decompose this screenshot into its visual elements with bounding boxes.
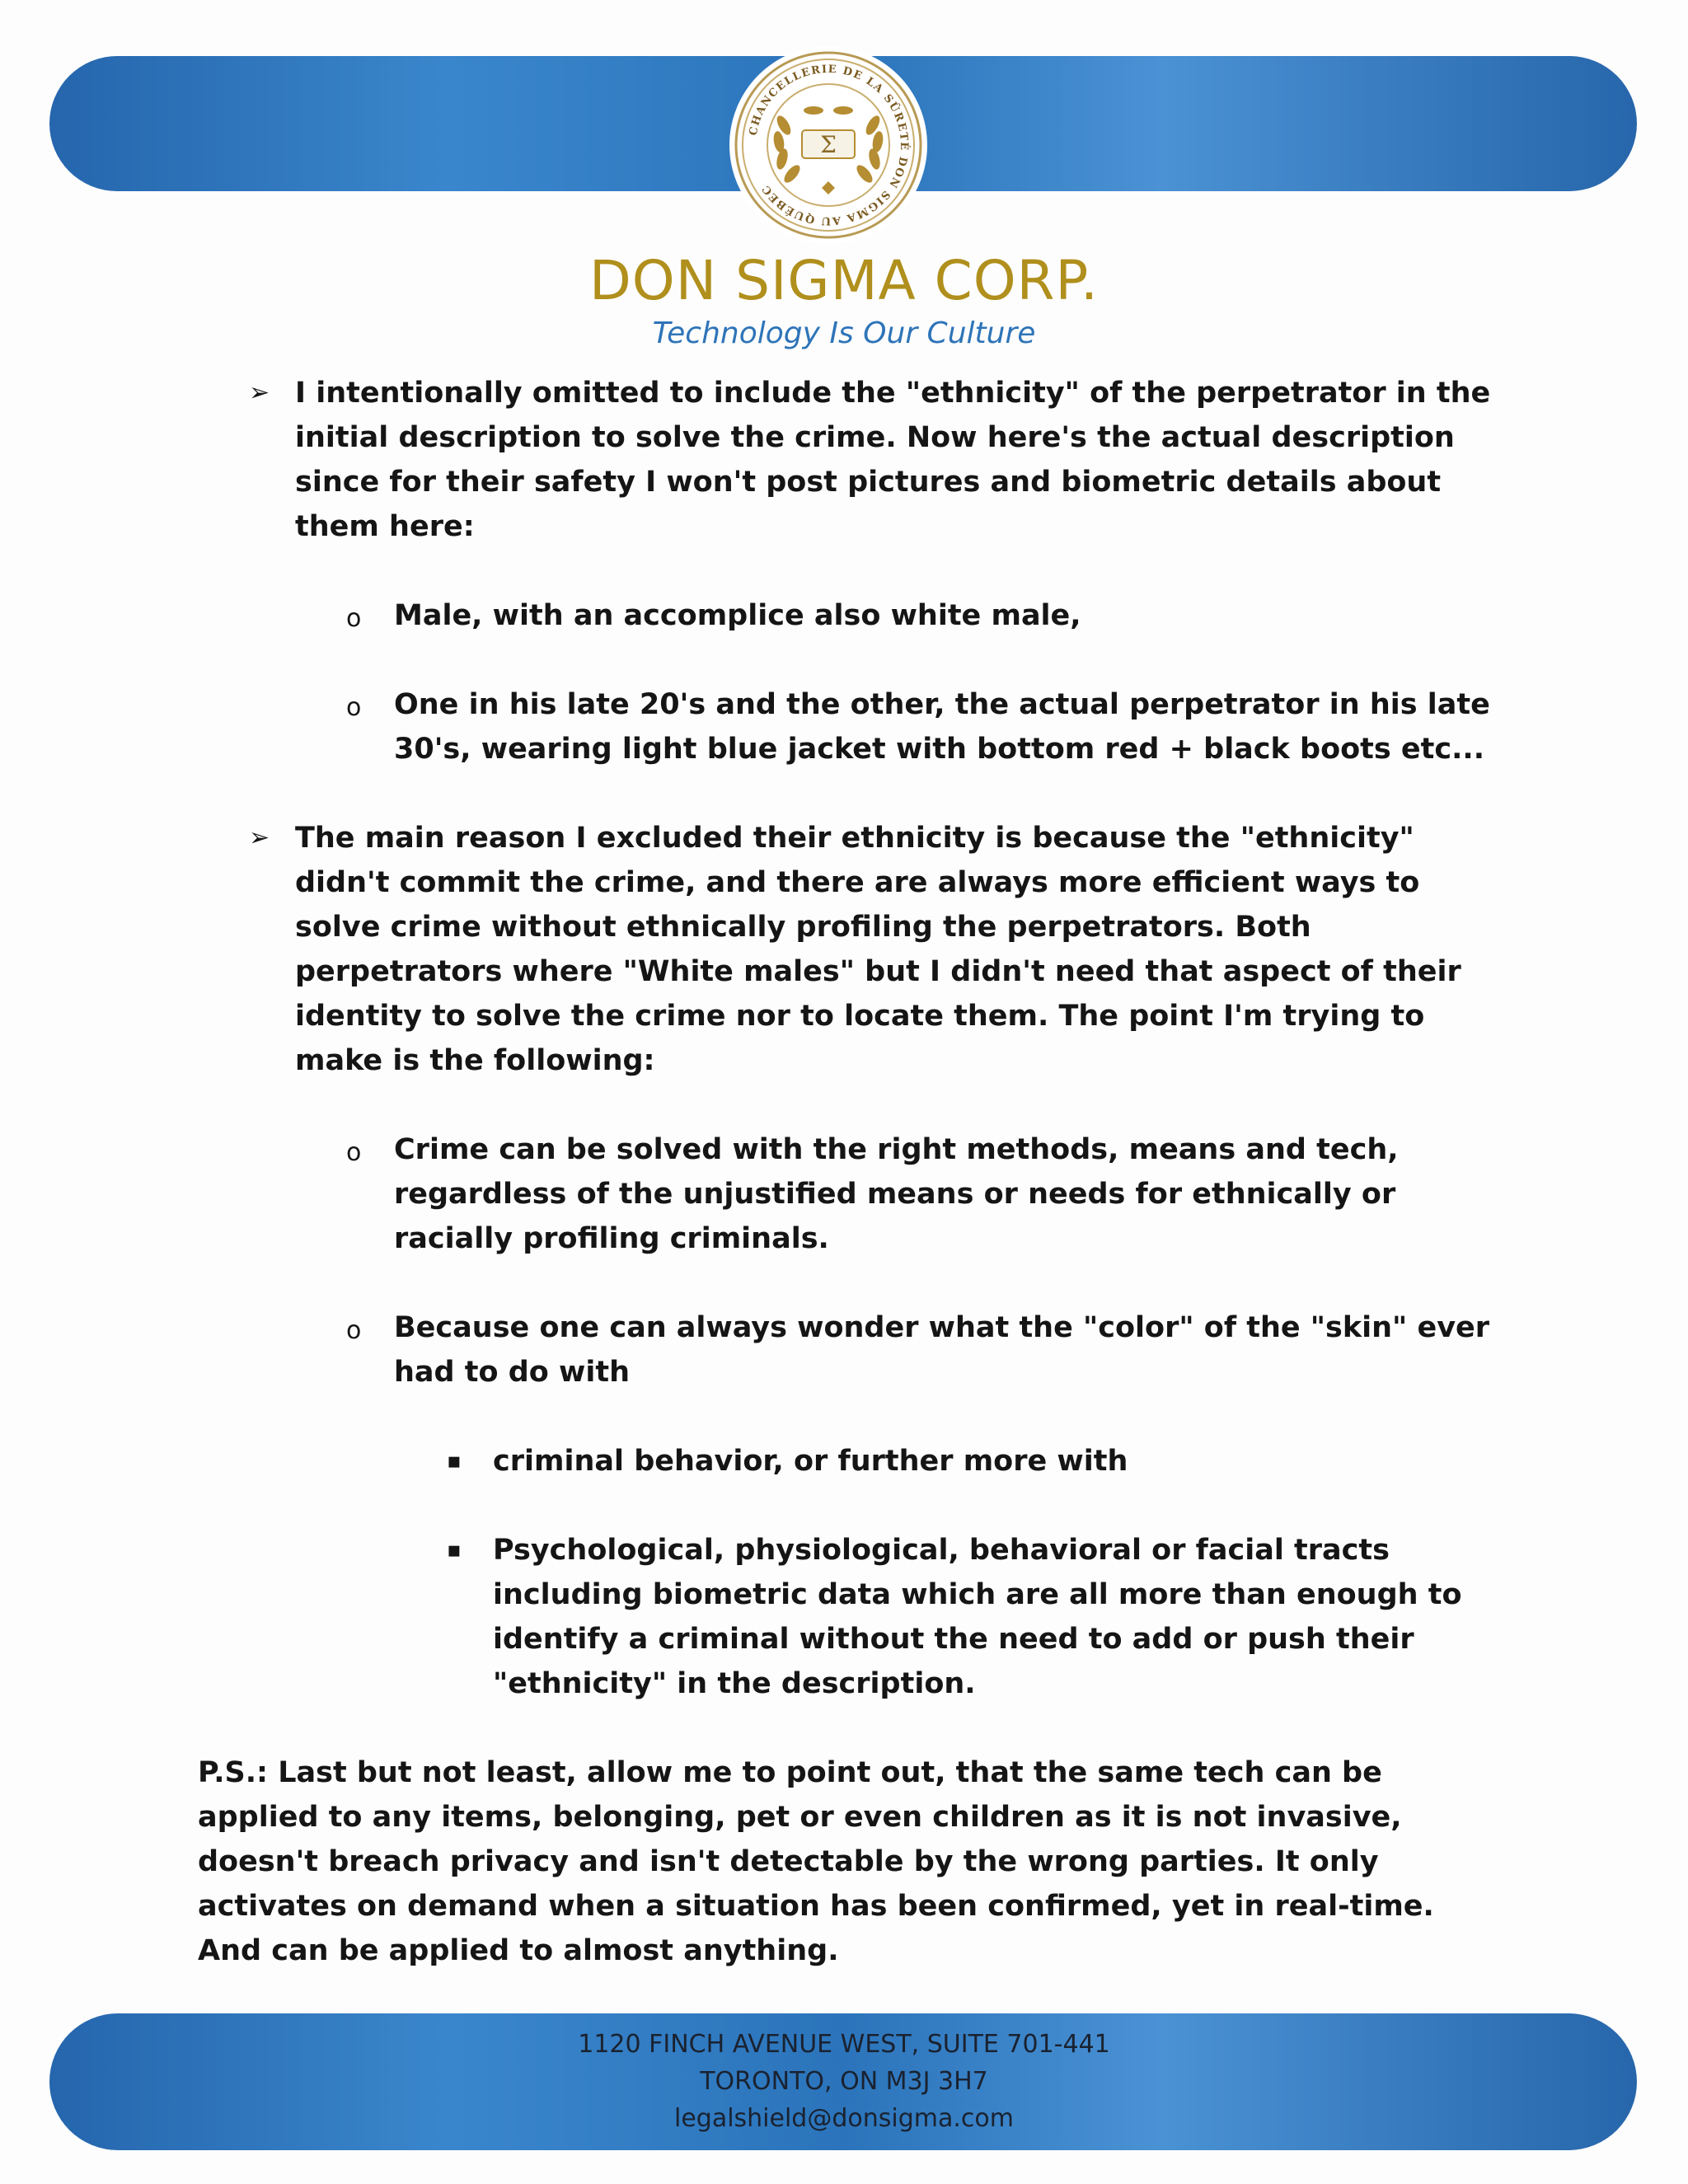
footer-street: 1120 FINCH AVENUE WEST, SUITE 701-441: [578, 2030, 1110, 2059]
bullet-text: The main reason I excluded their ethnicity is because the "ethnicity" didn't commit the crime, and there are always more efficient ways to solve crime without ethnically profiling the perpetrators. Both perpetrators where "White males" but I didn't need that aspect of their identity to solve the crime nor to locate them. The point I'm trying to make is the following:: [295, 822, 1461, 1077]
sub-sub-bullet-text: criminal behavior, or further more with: [493, 1445, 1128, 1478]
company-tagline: Technology Is Our Culture: [652, 316, 1036, 350]
sub-bullet-item: [198, 1127, 1500, 1261]
company-seal-logo: [729, 46, 927, 244]
sub-bullet-text: Male, with an accomplice also white male,: [394, 599, 1081, 632]
sub-sub-bullet-item: [198, 1528, 1500, 1706]
postscript-paragraph: P.S.: Last but not least, allow me to point out, that the same tech can be applied to any items, belonging, pet or even children as it is not invasive, doesn't breach privacy and isn't detectable by the wrong parties. It only activates on demand when a situation has been confirmed, yet in real-time. And can be applied to almost anything.: [198, 1756, 1434, 1967]
arrow-bullet-icon: ➢: [249, 823, 270, 852]
square-bullet-icon: ▪: [447, 1538, 462, 1563]
sub-bullet-text: Crime can be solved with the right methods, means and tech, regardless of the unjustified means or needs for ethnically or racially profiling criminals.: [394, 1133, 1399, 1255]
company-name: DON SIGMA CORP.: [588, 249, 1100, 312]
circle-bullet-icon: o: [346, 1316, 362, 1345]
bullet-text: I intentionally omitted to include the "ethnicity" of the perpetrator in the initial description to solve the crime. Now here's the actual description since for their safety I won't post pictures and biometric details about them here:: [295, 377, 1491, 543]
sub-bullet-item: [198, 682, 1500, 771]
letter-body: [198, 371, 1500, 1973]
bullet-item: [198, 816, 1500, 1083]
circle-bullet-icon: o: [346, 693, 362, 722]
circle-bullet-icon: o: [346, 1138, 362, 1167]
arrow-bullet-icon: ➢: [249, 378, 270, 407]
sub-sub-bullet-text: Psychological, physiological, behavioral or facial tracts including biometric data which are all more than enough to identify a criminal without the need to add or push their "ethnicity" in the description.: [493, 1534, 1462, 1700]
circle-bullet-icon: o: [346, 604, 362, 633]
bullet-item: [198, 371, 1500, 549]
sub-bullet-item: [198, 1305, 1500, 1394]
sub-sub-bullet-item: [198, 1439, 1500, 1483]
footer-city: TORONTO, ON M3J 3H7: [700, 2067, 988, 2096]
sub-bullet-text: Because one can always wonder what the "color" of the "skin" ever had to do with: [394, 1311, 1490, 1389]
sub-bullet-text: One in his late 20's and the other, the actual perpetrator in his late 30's, wearing light blue jacket with bottom red + black boots etc...: [394, 688, 1490, 766]
square-bullet-icon: ▪: [447, 1449, 462, 1474]
footer-address: [0, 2026, 1688, 2137]
footer-email-link[interactable]: legalshield@donsigma.com: [673, 2104, 1014, 2133]
seal-sigma-symbol: Σ: [820, 131, 837, 158]
sub-bullet-item: [198, 593, 1500, 638]
seal-ring-text: CHANCELLERIE DE LA SÛRETÉ DON SIGMA AU QUÉBEC: [747, 63, 911, 227]
